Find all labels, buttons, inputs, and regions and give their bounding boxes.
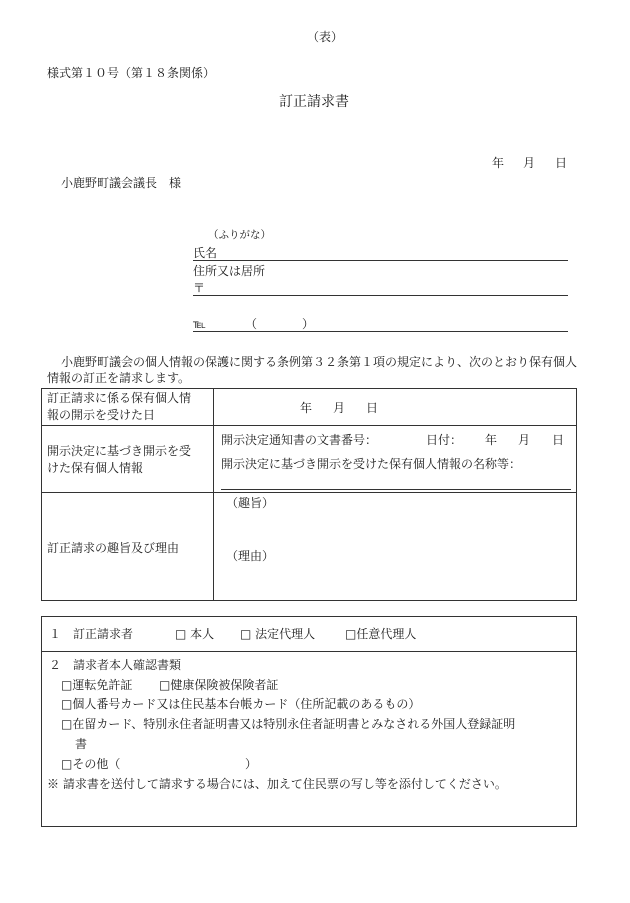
date-month: 月	[523, 156, 536, 170]
requester-legal-agent-checkbox[interactable]: □ 法定代理人	[240, 627, 316, 641]
addressee: 小鹿野町議会議長 様	[61, 176, 182, 190]
disclosure-month: 月	[333, 401, 346, 415]
disclosure-date-label-2: 報の開示を受けた日	[47, 408, 156, 422]
disclosure-year: 年	[300, 401, 313, 415]
table2-row-sep	[41, 651, 577, 652]
page-title: 訂正請求書	[279, 94, 349, 110]
form-number: 様式第１０号（第１８条関係）	[47, 66, 216, 80]
disclosure-day: 日	[366, 401, 379, 415]
name-field[interactable]	[193, 260, 568, 261]
requester-self-checkbox[interactable]: □ 本人	[175, 627, 215, 641]
requester-type-label: １ 訂正請求者	[49, 627, 134, 641]
address-label: 住所又は居所	[193, 264, 266, 278]
tel-paren-close: ）	[302, 317, 315, 331]
tel-label: ℡	[193, 317, 206, 331]
date-day: 日	[555, 156, 568, 170]
tel-paren-open: （	[245, 317, 258, 331]
table1-divider	[213, 388, 214, 601]
notice-date-label: 日付：	[426, 433, 463, 447]
postal-mark: 〒	[193, 281, 206, 295]
table1-row-sep2	[41, 492, 577, 493]
disclosed-info-name-field[interactable]	[221, 489, 571, 490]
disclosed-info-label-1: 開示決定に基づき開示を受	[47, 444, 192, 458]
tel-field[interactable]	[193, 331, 568, 332]
disclosed-info-name-label: 開示決定に基づき開示を受けた保有個人情報の名称等：	[221, 457, 522, 471]
mynumber-card-checkbox[interactable]: □個人番号カード又は住民基本台帳カード（住所記載のあるもの）	[61, 697, 421, 711]
disclosed-info-label-2: けた保有個人情報	[47, 461, 144, 475]
address-field[interactable]	[193, 295, 568, 296]
statement-line1: 小鹿野町議会の個人情報の保護に関する条例第３２条第１項の規定により、次のとおり保有個人	[61, 355, 578, 369]
other-doc-checkbox[interactable]: □その他（	[61, 757, 121, 771]
name-label: 氏名	[193, 246, 218, 260]
purpose-reason-label: 訂正請求の趣旨及び理由	[47, 541, 180, 555]
other-doc-close: ）	[245, 757, 258, 771]
purpose-label: （趣旨）	[226, 496, 275, 510]
table1-row-sep1	[41, 425, 577, 426]
mail-note: ※ 請求書を送付して請求する場合には、加えて住民票の写し等を添付してください。	[47, 777, 507, 791]
face-label: （表）	[307, 30, 344, 44]
id-documents-label: ２ 請求者本人確認書類	[49, 658, 182, 672]
reason-label: （理由）	[226, 549, 275, 563]
requester-voluntary-agent-checkbox[interactable]: □任意代理人	[345, 627, 417, 641]
notice-day: 日	[552, 433, 565, 447]
disclosure-date-label-1: 訂正請求に係る保有個人情	[47, 391, 192, 405]
residence-card-line2: 書	[75, 737, 88, 751]
notice-year: 年	[485, 433, 498, 447]
date-year: 年	[492, 156, 505, 170]
health-insurance-checkbox[interactable]: □健康保険被保険者証	[159, 678, 279, 692]
residence-card-checkbox[interactable]: □在留カード、特別永住者証明書又は特別永住者証明書とみなされる外国人登録証明	[61, 717, 516, 731]
statement-line2: 情報の訂正を請求します。	[47, 371, 191, 385]
furigana-label: （ふりがな）	[208, 229, 271, 241]
notice-month: 月	[518, 433, 531, 447]
driver-license-checkbox[interactable]: □運転免許証	[61, 678, 133, 692]
notice-doc-number-label: 開示決定通知書の文書番号：	[221, 433, 378, 447]
